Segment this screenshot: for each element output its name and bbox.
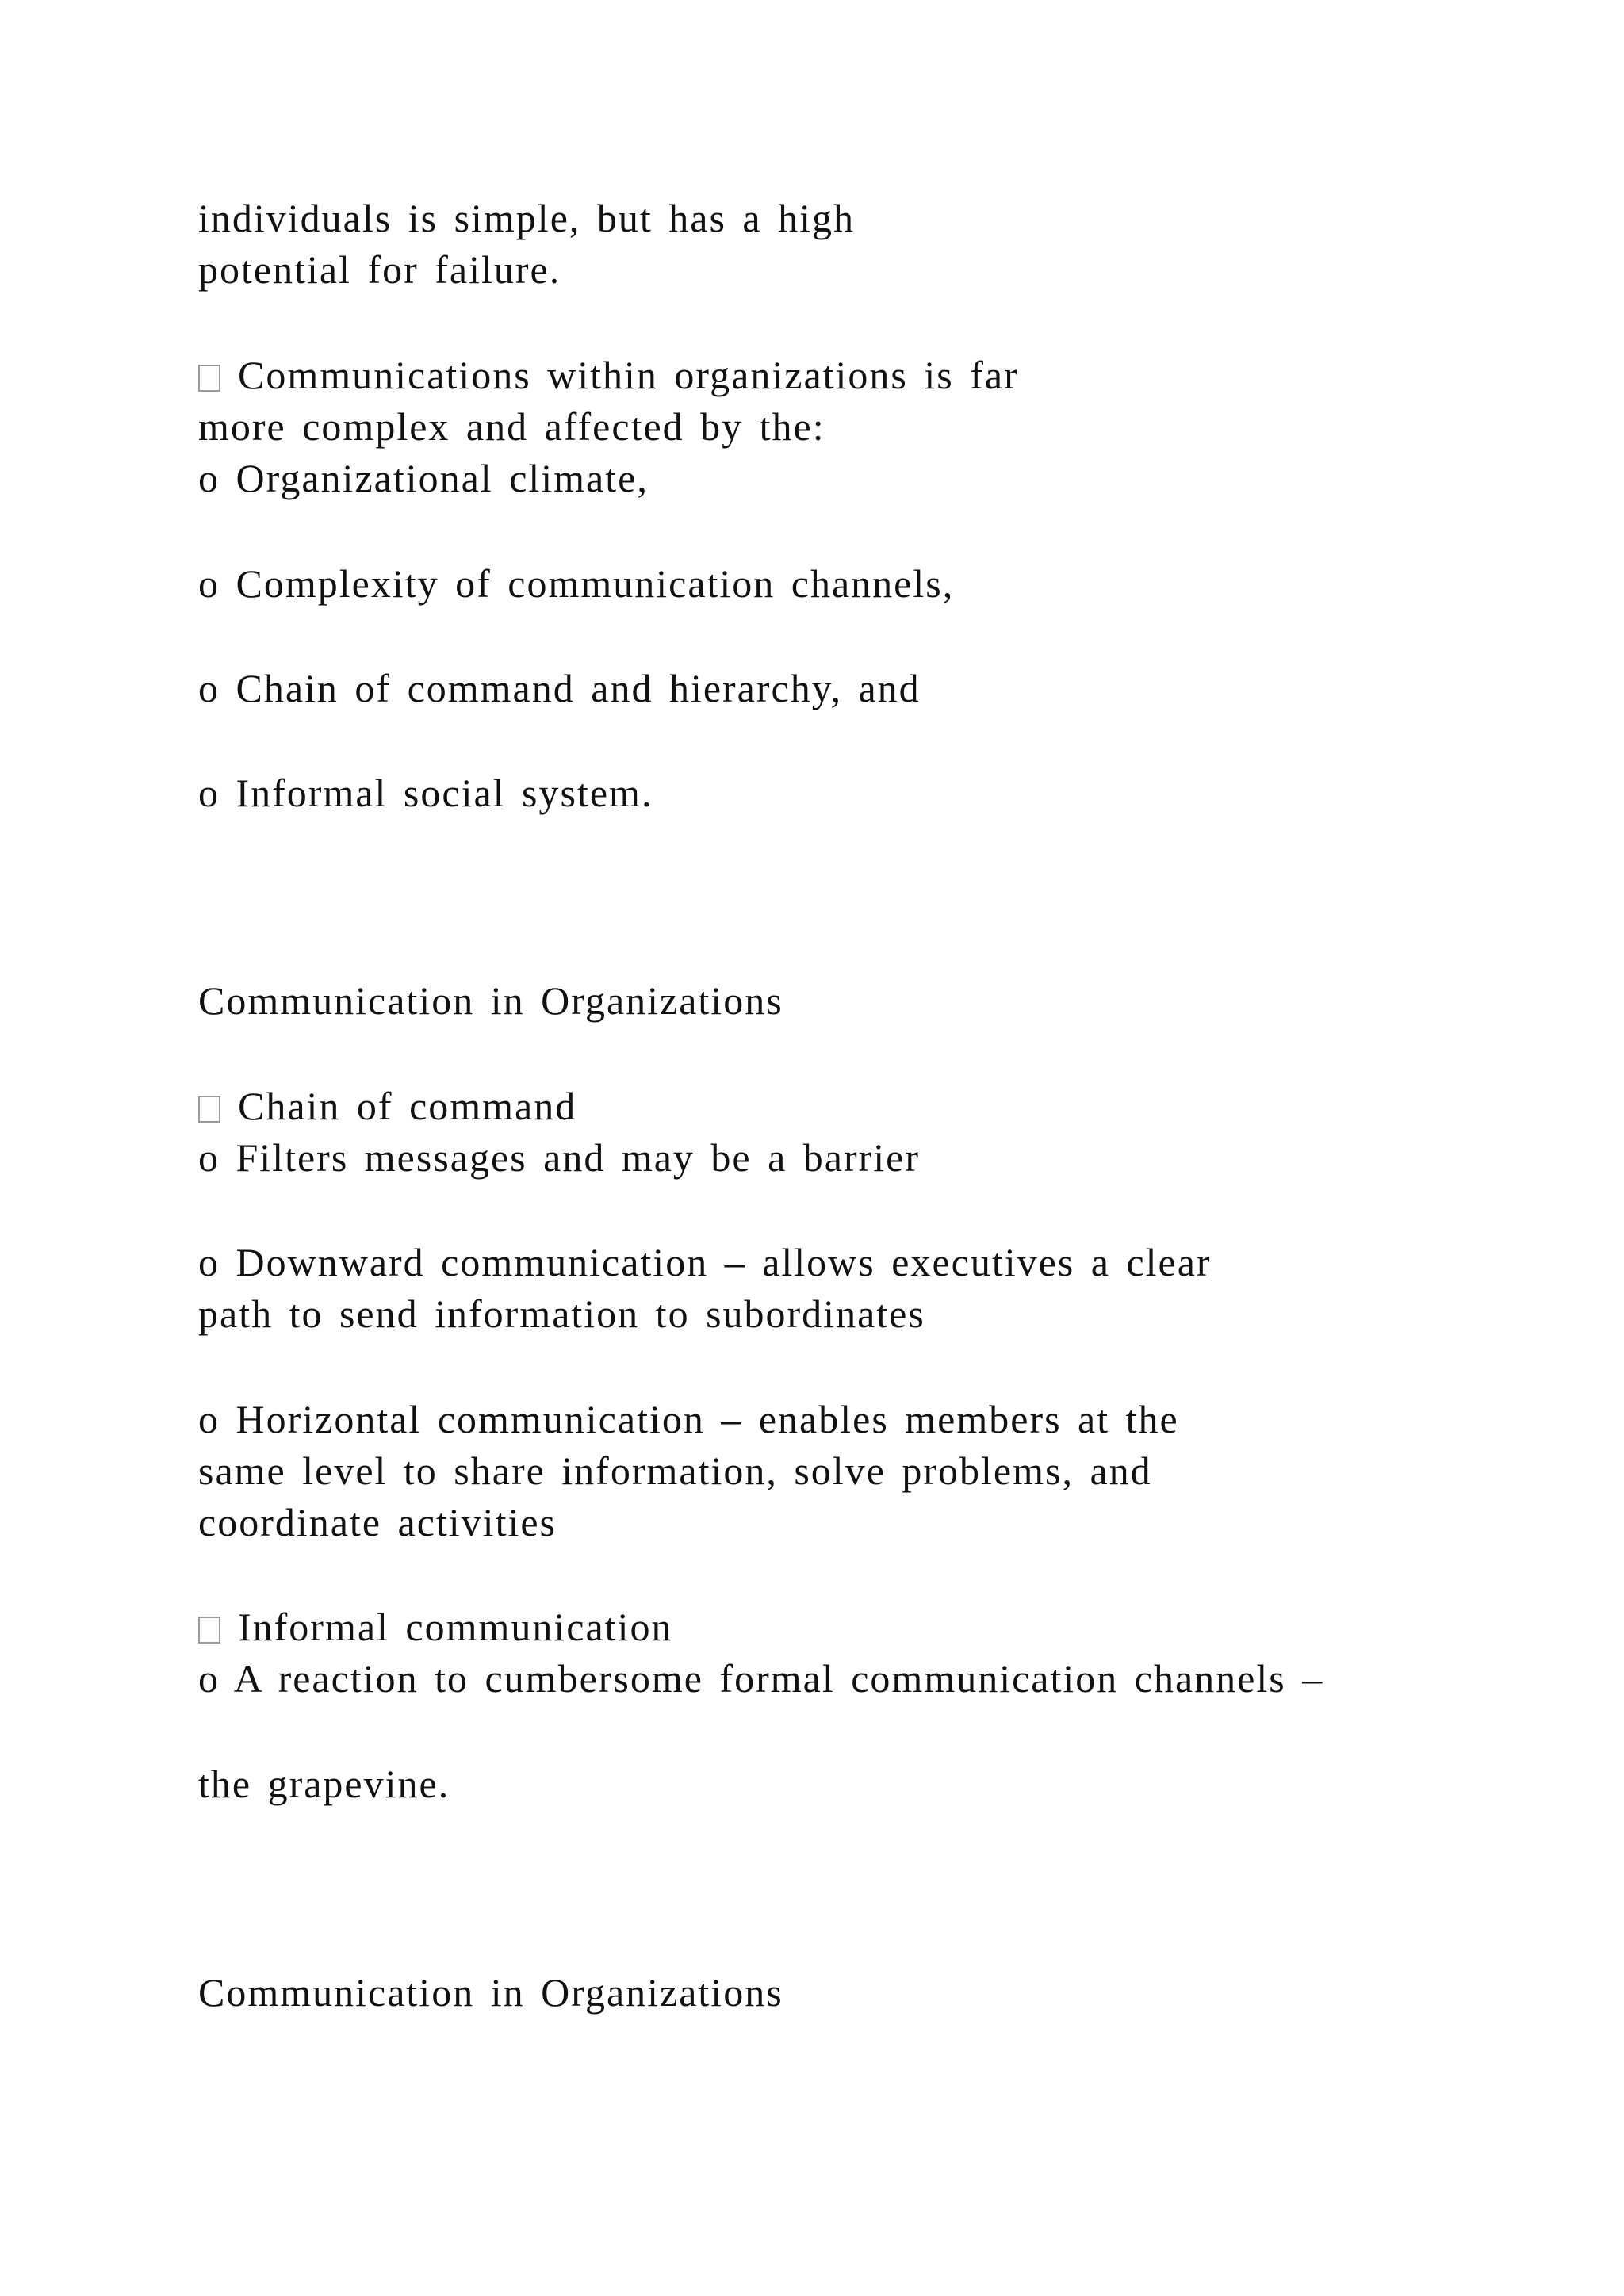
bullet-text: Communications within organizations is far (238, 353, 1019, 397)
paragraph-line: individuals is simple, but has a high (198, 196, 856, 240)
list-item: o Complexity of communication channels, (198, 561, 955, 606)
paragraph-line: same level to share information, solve problems, and (198, 1448, 1152, 1493)
list-item: o A reaction to cumbersome formal communication channels – (198, 1656, 1324, 1701)
bullet-text: Chain of command (238, 1084, 577, 1128)
paragraph-line: more complex and affected by the: (198, 404, 825, 449)
missing-glyph-icon (198, 1096, 220, 1123)
paragraph-line: coordinate activities (198, 1500, 557, 1544)
paragraph-line: potential for failure. (198, 247, 561, 292)
list-item: o Organizational climate, (198, 456, 649, 500)
bullet-line (198, 351, 1019, 399)
paragraph-line: path to send information to subordinates (198, 1292, 925, 1336)
section-heading: Communication in Organizations (198, 978, 783, 1023)
list-item: o Downward communication – allows executives a clear (198, 1240, 1212, 1284)
bullet-text: Informal communication (238, 1605, 673, 1649)
paragraph-line: the grapevine. (198, 1762, 450, 1806)
bullet-line (198, 1082, 576, 1130)
list-item: o Filters messages and may be a barrier (198, 1135, 921, 1180)
bullet-line (198, 1603, 672, 1651)
list-item: o Horizontal communication – enables members at the (198, 1397, 1179, 1441)
missing-glyph-icon (198, 1617, 220, 1644)
list-item: o Chain of command and hierarchy, and (198, 666, 921, 710)
section-heading: Communication in Organizations (198, 1970, 783, 2015)
missing-glyph-icon (198, 365, 220, 392)
list-item: o Informal social system. (198, 771, 653, 815)
